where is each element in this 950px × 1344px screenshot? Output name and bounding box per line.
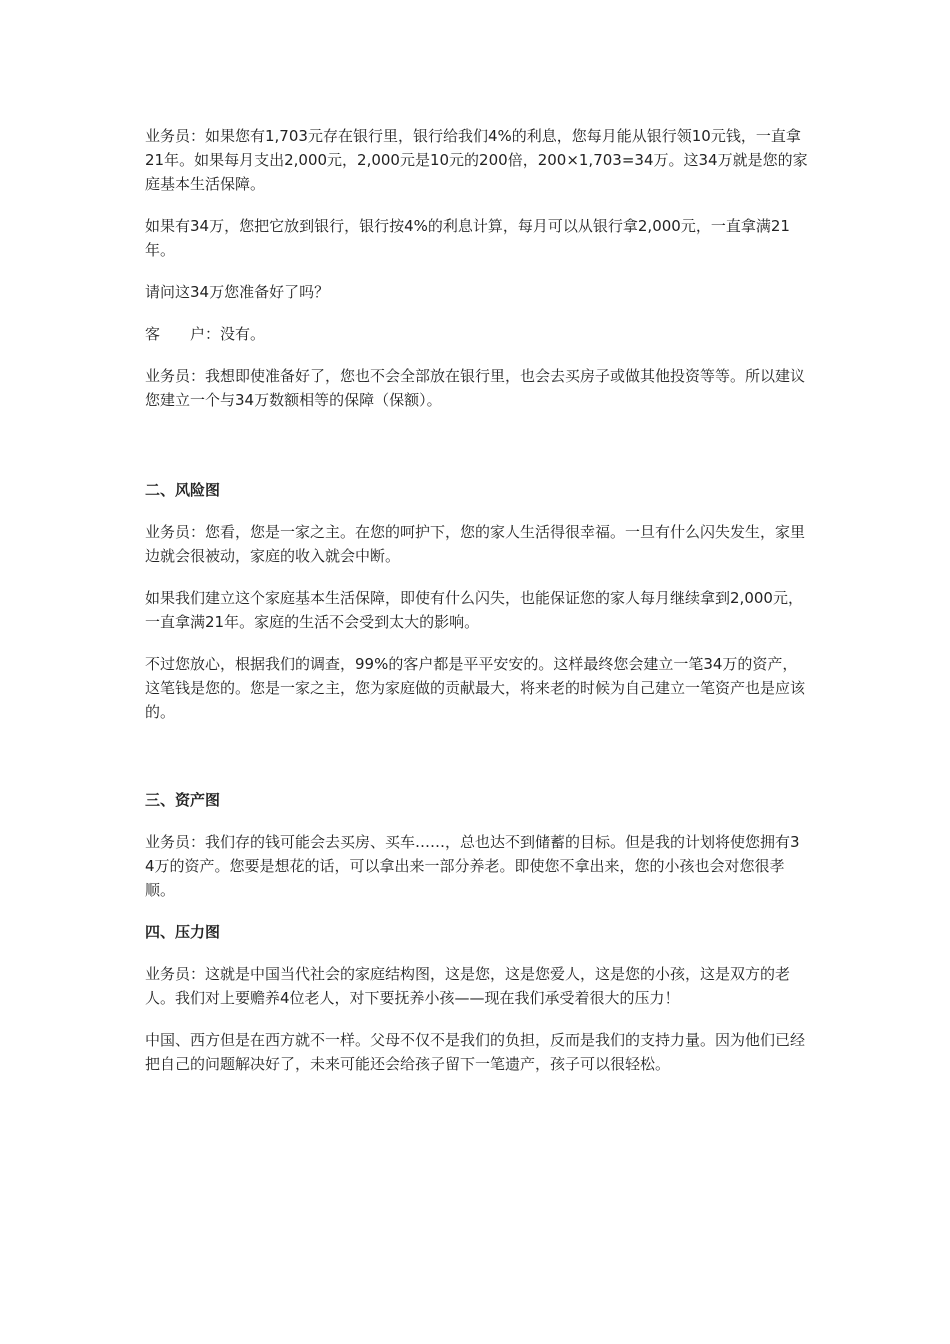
paragraph-bank-interest: 如果有34万，您把它放到银行，银行按4%的利息计算，每月可以从银行拿2,000元，一直拿满21年。 (145, 217, 790, 259)
paragraph-family-structure: 业务员：这就是中国当代社会的家庭结构图，这是您，这是您爱人，这是您的小孩，这是双方的老人。我们对上要赡养4位老人，对下要抚养小孩——现在我们承受着很大的压力！ (145, 965, 791, 1007)
section-heading-assets: 三、资产图 (145, 791, 221, 809)
section-heading-pressure: 四、压力图 (145, 923, 221, 941)
paragraph-customer-reply: 客 户：没有。 (145, 325, 266, 343)
paragraph-savings-explanation: 业务员：如果您有1,703元存在银行里，银行给我们4%的利息，您每月能从银行领10元钱，一直拿21年。如果每月支出2,000元，2,000元是10元的200倍，200×1,703=34万。这34万就是您的家庭基本生活保障。 (145, 127, 808, 193)
section-heading-risk: 二、风险图 (145, 481, 221, 499)
paragraph-west-comparison: 中国、西方但是在西方就不一样。父母不仅不是我们的负担，反而是我们的支持力量。因为他们已经把自己的问题解决好了，未来可能还会给孩子留下一笔遗产，孩子可以很轻松。 (145, 1031, 806, 1073)
paragraph-head-of-family: 业务员：您看，您是一家之主。在您的呵护下，您的家人生活得很幸福。一旦有什么闪失发生，家里边就会很被动，家庭的收入就会中断。 (145, 523, 806, 565)
paragraph-protection-income: 如果我们建立这个家庭基本生活保障，即使有什么闪失，也能保证您的家人每月继续拿到2,000元，一直拿满21年。家庭的生活不会受到太大的影响。 (145, 589, 803, 631)
paragraph-question-ready: 请问这34万您准备好了吗？ (145, 283, 330, 301)
paragraph-suggest-coverage: 业务员：我想即使准备好了，您也不会全部放在银行里，也会去买房子或做其他投资等等。所以建议您建立一个与34万数额相等的保障（保额）。 (145, 367, 806, 409)
paragraph-safety-statistics: 不过您放心，根据我们的调查，99%的客户都是平平安安的。这样最终您会建立一笔34万的资产，这笔钱是您的。您是一家之主，您为家庭做的贡献最大，将来老的时候为自己建立一笔资产也是应该的。 (145, 655, 806, 721)
document-body (145, 124, 809, 1076)
paragraph-assets-plan: 业务员：我们存的钱可能会去买房、买车……，总也达不到储蓄的目标。但是我的计划将使您拥有34万的资产。您要是想花的话，可以拿出来一部分养老。即使您不拿出来，您的小孩也会对您很孝顺。 (145, 833, 800, 899)
